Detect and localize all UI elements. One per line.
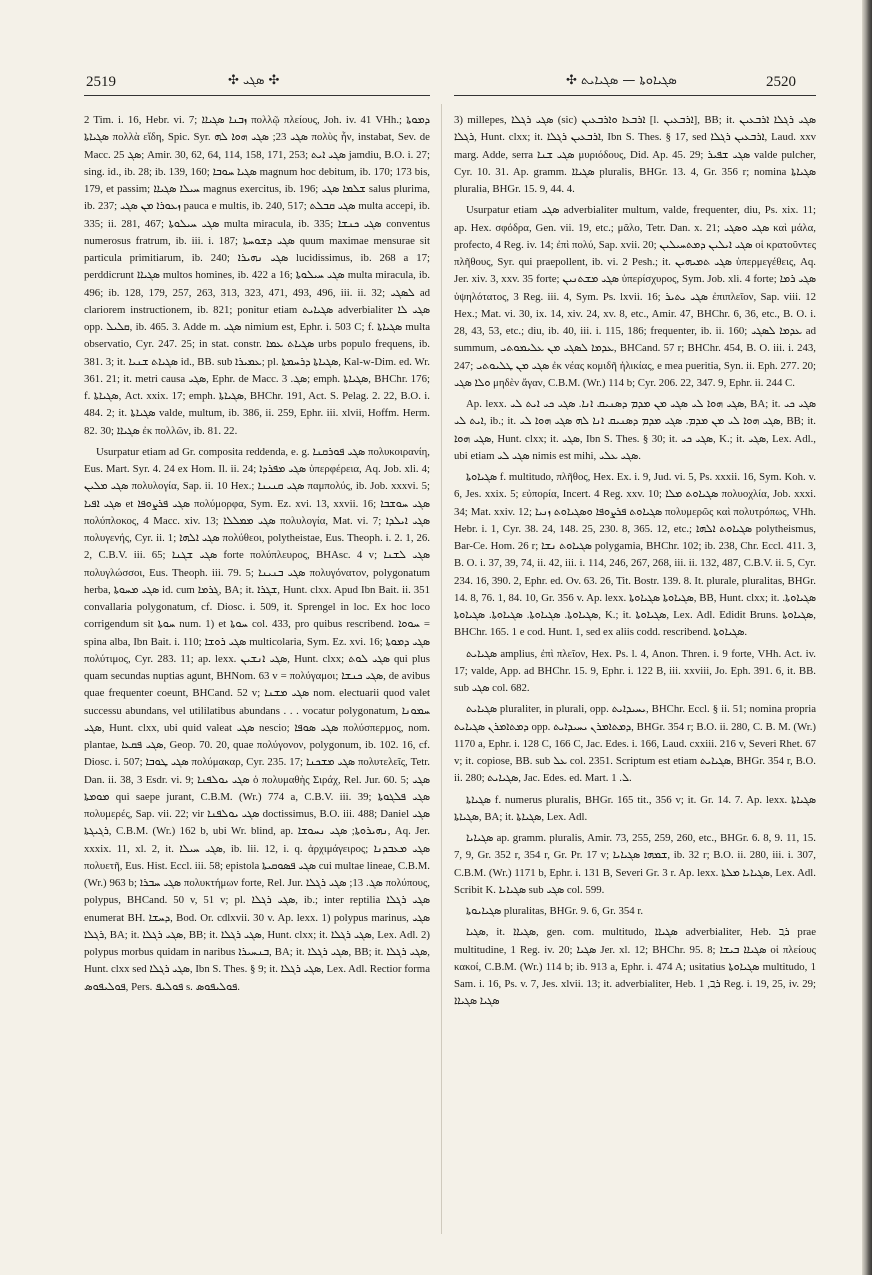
entry-sgiata: ܣܓܝܐܬܐ f. numerus pluralis, BHGr. 165 tit., 356 v; it. Gr. 14. 7. Ap. lexx. ܣܓܝܐܬܐ ܣܓܝܐܬܐ, BA; it. ܣܓܝܐܬܐ, Lex. Adl. — [454, 793, 816, 823]
entry-sgia: ܣܓܝܐ, it. ܣܓܝܐܐ, gen. com. multitudo, ܣܓܝܐܐ adverbialiter, Heb. ܪַב prae multitudine, 1 Reg. iv. 20; ܣܓܝܐ Jer. xl. 12; BHChr. 95. 8; ܣܓܝܐܐ ܒܝܫܐ οἱ πλείους κακοί, C.B.M. (Wr.) 114 b; ib. 913 a, Ephr. i. 474 A; usitatius ܣܓܝܐܘܬܐ multitudo, 1 Sam. i. 16, Ps. v. 7, Jes. xlvii. 13; it. adverbialiter, Heb. ܪַב, 1 Reg. i. 19, 25, iv. 29; ܣܓܝܐ ܣܓܝܐܐ — [454, 926, 816, 1008]
entry-sgiaia: ܣܓܝܐܝܐ ap. gramm. pluralis, Amir. 73, 255, 259, 260, etc., BHGr. 6. 8, 9. 11, 15. 7, 9, Gr. 352 r, 354 r, Gr. Pr. 17 v; ܫܡܗܐ ܣܓܝܐܝܐ, ib. 32 r; B.O. ii. 280, iii. i. 307, C.B.M. (Wr.) 1171 b, Ephr. i. 131 B, Severi Gr. 3 r. Ap. lexx. ܣܓܝܐܝܐ ܡܠܬܐ, Lex. Adl. Scribit K. ܣܓܝܐܝܐ sub ܣܓܝ col. 599. — [454, 832, 816, 896]
right-paragraph-2: Usurpatur etiam ܣܓܝ adverbialiter multum, valde, frequenter, diu, Ps. xix. 11; ap. Hex. σφόδρα, Gen. vii. 19, etc.; μᾶλο, Tetr. Dan. x. 21; ܣܓܝ ܘܣܓܝ καὶ μάλα, profecto, 4 Reg. iv. 14; ἐπὶ πολύ, Sap. xvii. 20; ܣܓܝ ܐܝܠܝܢ ܕܡܬܚܝܠܝܢ οἱ κρατοῦντες πλῆθους, Syr. qui praepollent, ib. vi. 2 Pesh.; it. ܣܓܝ ܬܡܝܗܝܢ ὑπερμεγέθεις, Aq. Jer. xiv. 3, xxv. 35 forte; ܣܓܝ ܡܫܬܢܝܢ ὑπερίσχυρος, Sym. Job. xli. 4 forte; ܣܓܝ ܪܡܐ ὑψηλότατος, 3 Reg. iii. 4, Sym. Ps. lxvii. 16; ܣܓܝ ܝܬܝܪ ἐπιπλεῖον, Sap. viii. 12 Hex.; Mat. vi. 30, ix. 14, xiv. 24, xv. 8, etc., Amir. 47, BHChr. 6, 36, etc., B. O. i. 28, 43, 53, etc.; diu, ib. 40, iii. i. 115, 186; frequenter, ib. ii. 160; ܥܕܡܐ ܠܣܓܝ ad summum, ܥܕܡܐ ܠܣܓܝ ܡܢ ܥܠܝܡܘܬܝ, BHCand. 57 r; BHChr. 454, B. O. iii. i. 243, 247; ܣܓܝ ܡܢ ܛܠܝܘܬܝ ἐκ νέας κομιδῆ ἡλικίας, e mea pueritia, Syn. ii. Eph. 277. 20; ܘܠܐ ܣܓܝ μηδὲν ἄγαν, C.B.M. (Wr.) 114 b; Cyr. 206. 22, 347. 9, Ephr. ii. 244 C. — [454, 204, 816, 389]
entry-sgiait-amplius: ܣܓܝܐܝܬ amplius, ἐπὶ πλεῖον, Hex. Ps. l. 4, Anon. Thren. i. 9 forte, VHh. Act. iv. 17; valde, App. ad BHChr. 15. 9, Ephr. i. 122 B, iii. xxviii, Jo. Eph. 391. 6, it. BB. sub ܣܓܝ col. 682. — [454, 647, 816, 694]
entry-sgiait-pluraliter: ܣܓܝܐܝܬ pluraliter, in plurali, opp. ܝܚܝܕܐܝܬ, BHChr. Eccl. § ii. 51; nomina propria ܕܡܬܐܡܪܢ ܣܓܝܐܝܬ opp. ܕܡܬܐܡܪܢ ܝܚܝܕܐܝܬ, BHGr. 354 r; B.O. ii. 280, C. B. M. (Wr.) 1170 a, Ephr. i. 128 C, 166 C, Jac. Edes. i. 166, Laud. cxxiii. 216 v, Severi Rhet. 67 v; it. copiose, BB. sub ܥܠ col. 2351. Scriptum est etiam ܣܓܝܐܝܬ, BHGr. 354 r, B.O. ii. 280; ܣܓܝܐܝܬ, Jac. Edes. ed. Mart. ܠ. 1. — [454, 703, 816, 785]
right-header-rule — [454, 95, 816, 96]
left-paragraph-1: 2 Tim. i. 16, Hebr. vi. 7; ܙܒܢܐ ܣܓܝܐܐ πολλῷ πλείους, Joh. iv. 41 VHh.; ܕܡܘܬܐ ܣܓܝܐܬܐ πολλὰ εἴδη, Spic. Syr. ܣܓܝ 23; ܣܓܝ ܗܘܐ ܠܗ πολὺς ἦν, instabat, Sev. de Macc. ܣܓ 25; Amir. 30, 62, 64, 114, 158, 171, 253; ܣܓܝ ܐܝܬ jamdiu, B.O. i. 27; sing. id., ib. 28; ib. 139, 160; ܣܓܝܐ ܚܘܒܐ magnum hoc debitum, ib. 170; 173 bis, 179, et passim; ܚܝܠܐ ܣܓܝܐܐ magnus exercitus, ib. 196; ܫܠܡܐ ܣܓܝ salus plurima, ib. 237; ܙܥܘܪܐ ܡܢ ܣܓܝ pauca e multis, ib. 240, 517; ܣܓܝ ܩܒܠܬ multa accepi, ib. 335; ii. 281, 467; ܣܓܝ ܚܝܠܘܬܐ multa miracula, ib. 335; ܣܓܝ ܟܢܫܐ conventus numerosus fratrum, ib. iii. i. 187; ܣܓܝ ܕܫܘܚܬܐ quum maximae mensurae sit particula primitiarum, ib. 240; ܣܓܝ ܢܗܝܪܐ lucidissimus, ib. 268 a 17; perddicrunt ܣܓܝܐܐ multos homines, ib. 422 a 16; ܣܓܝ ܚܝܠܘܬܐ multa miracula, ib. 496; ib. 128, 179, 257, 263, 313, 323, 471, 493, 496, iii. ii. 32; ܠܣܓܝ ad clariorem instructionem, ib. 821; ponitur etiam ܣܓܝܐܝܬ adverbialiter ܣܓܝ ܠܐ opp. ܩܠܝܠ, ib. 465. 3. Adde m. ܣܓܝ nimium est, Ephr. i. 503 C; f. ܣܓܝܐܬܐ multa observatio, Cyr. 247. 25; in stat. constr. ܣܓܝܐܬ ܥܡܐ urbs populo frequens, ib. 381. 3; it. ܣܓܝܐܬ ܫܢܝܐ id., BB. sub ܥܡܝܪܐ; pl. ܣܓܝܐܬܐ ܕܪܚܡܬܐ, Kal-w-Dim. ed. Wr. 361. 21; it. metri causa ܣܓܝ, Ephr. de Macc. ܣܓ. 3; emph. ܣܓܝܐܬܐ, BHChr. 176; f. ܣܓܝܐܬܐ, Act. xxix. 17; emph. ܣܓܝܐܬܐ, BHChr. 191, Act. S. Pelag. 2. 22, B.O. i. 484. 2; it. ܣܓܝܐܬܐ valde, multum, ib. 386, ii. 259, Ephr. iii. xlvii, Hoffm. Herm. 82. 30; ܣܓܝܐܐ ἐκ πολλῶν, ib. 81. 22. — [84, 114, 430, 437]
right-running-head: ✣ ܣܓܝܐܘܬܐ — ܣܓܝܐܝܬ — [566, 73, 677, 88]
left-column — [84, 112, 430, 1232]
right-column — [454, 112, 816, 1232]
entry-sgiuta: ܣܓܝܐܘܬܐ f. multitudo, πλῆθος, Hex. Ex. i. 9, Jud. vi. 5, Ps. xxxii. 16, Sym. Koh. v. 6, Jes. xxix. 5; εὐπορία, Incert. 4 Reg. xxv. 10; ܣܓܝܐܘܬ ܡܠܐ πολυοχλία, Job. xxxi. 34; Mat. xxiv. 12; ܣܓܝܐܘܬ ܦܪܨܘܦܐ ܘܣܓܝܐܘܬ ܙܢܝܐ πολυμερῶς καὶ πολυτρόπως, VHh. Hebr. i. 1, Cyr. 38. 24, 148. 25, 230. 8, 365. 12, etc.; ܣܓܝܐܘܬ ܐܠܗܐ polytheismus, Bar-Ce. Hom. 26 r; ܣܓܝܐܘܬ ܢܫܐ polygamia, BHChr. 102; ib. 238, Chr. Eccl. 411. 3, B. O. i. 37, 39, 74, ii. 42, iii. i. 114, 246, 267, 268, iii. ii. 132, 487, C.B.V. ii. 5, Cyr. 234. 16, 390. 2, Ephr. ed. Ov. 63. 26, Tit. Bostr. 139. 8. It. plurale, pluralitas, BHGr. 14. 8, 76. 1, 84. 10, Gr. 356 v. Ap. lexx. ܣܓܝܐܘܬܐ ܣܓܝܐܘܬܐ, BB, Hunt. clxx; it. ܣܓܝܐܘܬܐ. ܣܓܝܐܘܬܐ. ܣܓܝܐܘܬܐ. ܣܓܝܐܘܬܐ. ܣܓܝܐܘܬܐ, K.; it. ܣܓܝܐܘܬܐ, Lex. Adl. Edidit Bruns. ܣܓܝܐܘܬܐ, BHChr. 165. 1 e cod. Hunt. 1, sed ex aliis codd. rescribend. ܣܓܝܐܘܬܐ. — [454, 471, 816, 639]
left-header-rule — [84, 95, 430, 96]
right-paragraph-3: Ap. lexx. ܣܓܝ ܗܘܐ ܠܝ ܣܓܝ ܡܢ ܡܕܡ ܕܣܢܝܩ ܐܢܐ. ܣܓܝ ܟܝ ܐܝܬ ܠܝ, BA; it. ܣܓܝ ܟܝ ܐܝܬ ܠܝ, ib.; it. ܣܓܝ ܗܘܐ ܠܝ ܡܢ ܡܕܡ. ܣܓܝ ܡܕܡ ܕܣܢܝܩ ܐܢܐ ܠܗ ܣܓܝ ܗܘܐ ܠܝ, BB; it. ܣܓܝ ܗܘܐ, Hunt. clxx; it. ܣܓܝ, Ibn S. Thes. § 30; it. ܣܓܝ ܟܝ, K.; it. ܣܓܝ, Lex. Adl., ubi etiam ܣܓܝ ܠܝ nimis est mihi, ܣܓܝ ܥܠܝ. — [454, 398, 816, 462]
left-paragraph-2: Usurpatur etiam ad Gr. composita reddenda, e. g. ܣܓܝ ܦܘܪܩܢܐ πολυκοιρανίη, Eus. Mart. Syr. 4. 24 ex Hom. Il. ii. 24; ܣܓܝ ܡܦܪܕܐ ὑπερφέρεια, Aq. Job. xli. 4; ܣܓܝ ܡܠܝܢ πολυλογία, Sap. ii. 10 Hex.; ܣܓܝ ܩܢܝܢܐ παμπολύς, ib. Job. xxxvi. 5; ܣܓܝ ܐܦܝܐ et ܣܓܝ ܦܪܨܘܦܐ πολύμορφα, Sym. Ez. xvi. 13, xxvii. 16; ܣܓܝ ܚܘܫܒܐ πολύπλοκος, 4 Macc. xiv. 13; ܣܓܝ ܡܡܠܠܐ πολυλογία, Mat. vi. 7; ܣܓܝ ܐܝܠܕܐ πολυγενής, Cyr. ii. 1; ܣܓܝ ܐܠܗܐ πολύθεοι, polytheistae, Eus. Theoph. i. 2. 1, 26. 2, C.B.V. iii. 65; ܣܓܝ ܫܓܢܐ forte πολύπλευρος, BHAsc. 4 v; ܣܓܝ ܠܫܢܐ πολυγλώσσοι, Eus. Theoph. iii. 79. 5; ܣܓܝ ܒܢܝܢܐ πολυγόνατον, polygonatum herba, ܣܓܝ ܡܚܘܬܐ id. cum ܓܪܡܐ, BA; it. ܫܓܪܐ, Hunt. clxx. Apud Ibn Bait. ii. 351 convallaria polygonatum, cf. Diosc. i. 509, it. Sprengel in loc. Ex hoc loco corrigendum sit ܚܘܬܐ num. 1) et ܚܘܬܐ col. 433, pro quibus rescribend. ܚܘܘܐ = spina alba, Ibn Bait. i. 110; ܣܓܝ ܪܘܫܐ multicolaria, Sym. Ez. xvi. 16; ܣܓܝ ܕܡܘܬܐ πολύτιμος, Cyr. 283. 11; ap. lexx. ܣܓܝ ܐܢܫܝܢ, Hunt. clxx; ܣܓܝ ܠܘܬ qui plus quam secundas nuptias agunt, BHNom. 63 v = πολύγαμοι; ܣܓܝ ܟܢܫܐ, de avibus quae frequenter coeunt, BHCand. 52 v; ܣܓܝ ܡܫܢܐ nom. electuarii quod valet successu abundans, vel utililatibus abundans . . . vocatur polygonatum, ܚܡܘܢܐ ܣܓܝ, Hunt. clxx, ubi quid valeat ܣܓܝ nescio; ܣܓܝ ܣܘܦܐ πολύσπερμος, nom. plantae, ܣܓܝ ܦܩܥܐ, Geop. 70. 20, quae πολύγονον, polygonum, ib. 102. 16, cf. Diosc. i. 507; ܣܓܝ ܛܘܒܐ πολύμακαρ, Cyr. 235. 17; ܣܓܝ ܡܫܟܢܐ πολυτελεῖς, Tetr. Dan. ii. 38, 3 Esdr. vi. 9; ܣܓܝ ܝܘܠܦܢܐ ὁ πολυμαθὴς Σιράχ, Rel. Jur. 60. 5; ܣܓܝ ܡܘܡܬܐ qui saepe jurant, C.B.M. (Wr.) 774 a, C.B.V. iii. 39; ܣܓܝ ܦܠܓܘܬܐ πολυμερές, Sap. vii. 22; vir ܣܓܝ ܝܘܠܦܢܐ doctissimus, B.O. iii. 488; Daniel ܣܓܝ ܪܓܝܓܬܐ, C.B.M. (Wr.) 162 b, ubi Wr. blind, ap. ܢܗܝܪܘܬܐ; ܣܓܝ ܢܚܘܫܐ, Aq. Jer. xxxix. 11, xl. 2, it. ܣܓܝ ܚܝܠܐ, ib. lii. 12, i. q. ἀρχιμάγειρος; ܣܓܝ ܡܥܒܕܢܐ πολυετῆ, Eus. Hist. Eccl. iii. 58; epistola ܣܓܝ ܦܣܘܩܝܬܐ cui multae lineae, C.B.M. (Wr.) 963 b; ܣܓܝ ܚܒܪܐ πολυκτήμων forte, Rel. Jur. ܣܓ. 13; ܣܓܝ ܪܓܠܐ πολύπους, polypus, BHCand. 50 v, 51 v; pl. ܣܓܝ ܪܓܠܐ, ib.; inter reptilia ܣܓܝ ܪܓܠܐ enumerat BH. ܕܚܫܐ, Bod. Or. cdlxvii. 30 v. Ap. lexx. 1) polypus marinus, ܣܓܝ ܪܓܠܐ, BA; it. ܣܓܝ ܪܓܠܐ, BB; it. ܣܓܝ ܪܓܠܐ, Hunt. clxx; it. ܣܓܝ ܪܓܠܐ, Lex. Adl. 2) polypus morbus quidam in naribus ܒܢܚܝܪܐ, BA; it. ܣܓܝ ܪܓܠܐ, BB; it. ܣܓܝ ܪܓܠܐ, Hunt. clxx sed ܣܓܝ ܪܓܠܐ, Ibn S. Thes. § 9; it. ܣܓܝ ܪܓܠܐ, Lex. Adl. Rectior forma ܦܘܠܝܦܘܣ, Pers. ܦܘܠܝܦ s. ܦܘܠܝܦܘܣ. — [84, 445, 430, 993]
left-page-number: 2519 — [86, 74, 116, 90]
right-paragraph-1: 3) millepes, ܣܓܝ ܪܓܠܐ (sic) ܐܪܒܥܐ ܘܐܪܒܥܝܢ [l. ܐܪܒܥܝܢ], BB; it. ܣܓܝ ܪܓܠܐ ܐܪܒܥܝܢ ܪܓܠܐ, Hunt. clxx; it. ܐܪܒܥܝܢ ܪܓܠܐ, Ibn S. Thes. § 17, sed ܐܪܒܥܝܢ ܪܓܠܐ, Laud. xxv marg. Adde, serra ܣܓܝ ܫܢܐ μυριόδους, Did. Ap. 45. 29; ܣܓܝ ܫܦܝܪ valde pulcher, Cyr. 10. 31. Ap. gramm. ܣܓܝܐܐ pluralis, BHGr. 13. 4, Gr. 356 r; nomina ܣܓܝܐܬܐ pluralia, BHGr. 15. 9, 44. 4. — [454, 114, 816, 195]
column-gutter — [441, 104, 442, 1234]
left-running-head: ✣ ܣܓܝ ✣ — [228, 73, 280, 88]
book-spine-edge — [862, 0, 872, 1275]
right-page-number: 2520 — [766, 74, 796, 90]
entry-sgiaiuta: ܣܓܝܐܝܘܬܐ pluralitas, BHGr. 9. 6, Gr. 354 r. — [466, 905, 644, 917]
